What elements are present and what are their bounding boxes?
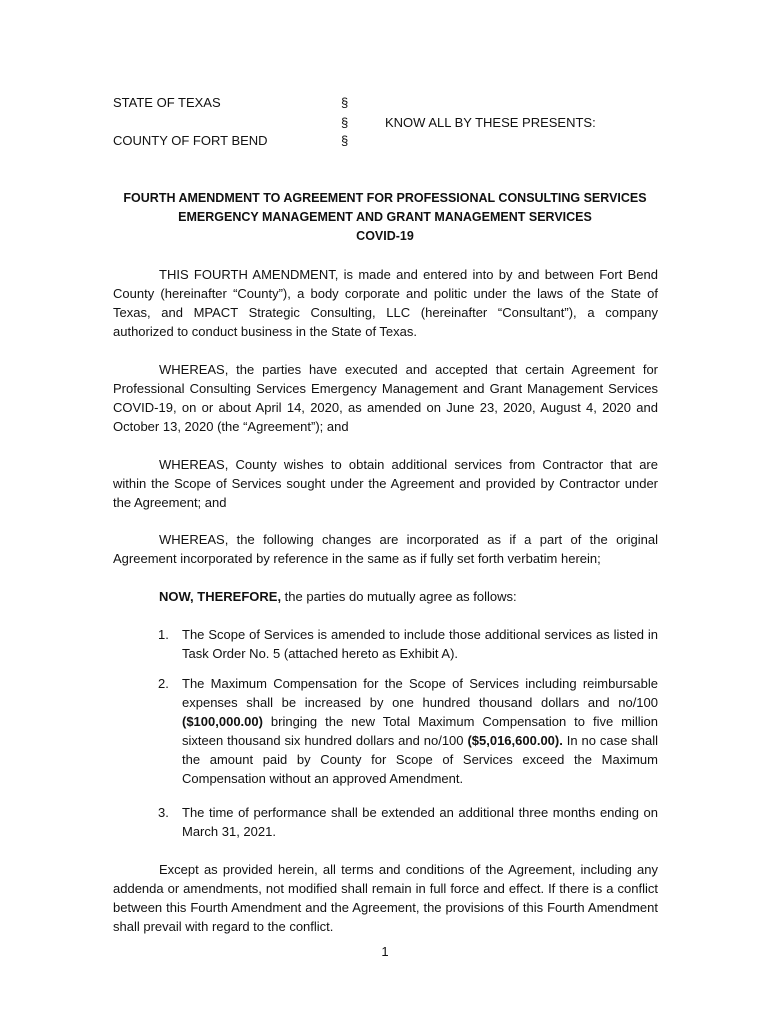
document-title-line-3: COVID-19 [356, 229, 414, 243]
whereas-paragraph-2: WHEREAS, County wishes to obtain additional services from Contractor that are within the Scope of Services sought under the Agreement and provided by Contractor under the Agreement; and [113, 457, 658, 510]
page-number: 1 [381, 944, 389, 959]
now-therefore-bold: NOW, THEREFORE, [159, 589, 282, 604]
list-item-text: The time of performance shall be extended an additional three months ending on March 31, 2021. [182, 805, 658, 839]
item2-amount-increase: ($100,000.00) [182, 714, 263, 729]
item2-text-part-2: bringing the new Total Maximum Compensation to five million sixteen thousand six hundred dollars and no/100 [182, 714, 658, 748]
item2-total-amount: ($5,016,600.00). [467, 733, 563, 748]
whereas-paragraph-1: WHEREAS, the parties have executed and accepted that certain Agreement for Professional Consulting Services Emergency Management and Grant Management Services COVID-19, on or about April 14, 2020, as amended on June 23, 2020, August 4, 2020 and October 13, 2020 (the “Agreement”); and [113, 362, 658, 434]
whereas-paragraph-3: WHEREAS, the following changes are incorporated as if a part of the original Agreement incorporated by reference in the same as if fully set forth verbatim herein; [113, 532, 658, 566]
document-title-line-2: EMERGENCY MANAGEMENT AND GRANT MANAGEMENT SERVICES [178, 210, 592, 224]
now-therefore-paragraph [113, 587, 658, 606]
section-symbol-1: § [341, 95, 349, 110]
list-item-text: The Scope of Services is amended to include those additional services as listed in Task Order No. 5 (attached hereto as Exhibit A). [182, 627, 658, 661]
item2-text-part-3: In no case shall the amount paid by County for Scope of Services exceed the Maximum Compensation without an approved Amendment. [182, 733, 658, 786]
intro-paragraph: THIS FOURTH AMENDMENT, is made and entered into by and between Fort Bend County (hereinafter “County”), a body corporate and politic under the laws of the State of Texas, and MPACT Strategic Consulting, LLC (hereinafter “Consultant”), a company authorized to conduct business in the State of Texas. [113, 267, 658, 339]
section-symbol-2: § [341, 115, 349, 130]
now-therefore-rest: the parties do mutually agree as follows: [281, 589, 517, 604]
document-title-line-1: FOURTH AMENDMENT TO AGREEMENT FOR PROFESSIONAL CONSULTING SERVICES [123, 191, 647, 205]
list-item-number: 1. [158, 627, 169, 642]
item2-text-part-1: The Maximum Compensation for the Scope of Services including reimbursable expenses shall be increased by one hundred thousand dollars and no/100 [182, 676, 658, 710]
closing-paragraph: Except as provided herein, all terms and conditions of the Agreement, including any addenda or amendments, not modified shall remain in full force and effect. If there is a conflict between this Fourth Amendment and the Agreement, the provisions of this Fourth Amendment shall prevail with regard to the conflict. [113, 862, 658, 934]
list-item-number: 2. [158, 676, 169, 691]
section-symbol-3: § [341, 133, 349, 148]
list-item-text [182, 674, 658, 788]
caption-know-all: KNOW ALL BY THESE PRESENTS: [385, 115, 596, 130]
caption-state: STATE OF TEXAS [113, 95, 221, 110]
list-item-number: 3. [158, 805, 169, 820]
caption-county: COUNTY OF FORT BEND [113, 133, 268, 148]
